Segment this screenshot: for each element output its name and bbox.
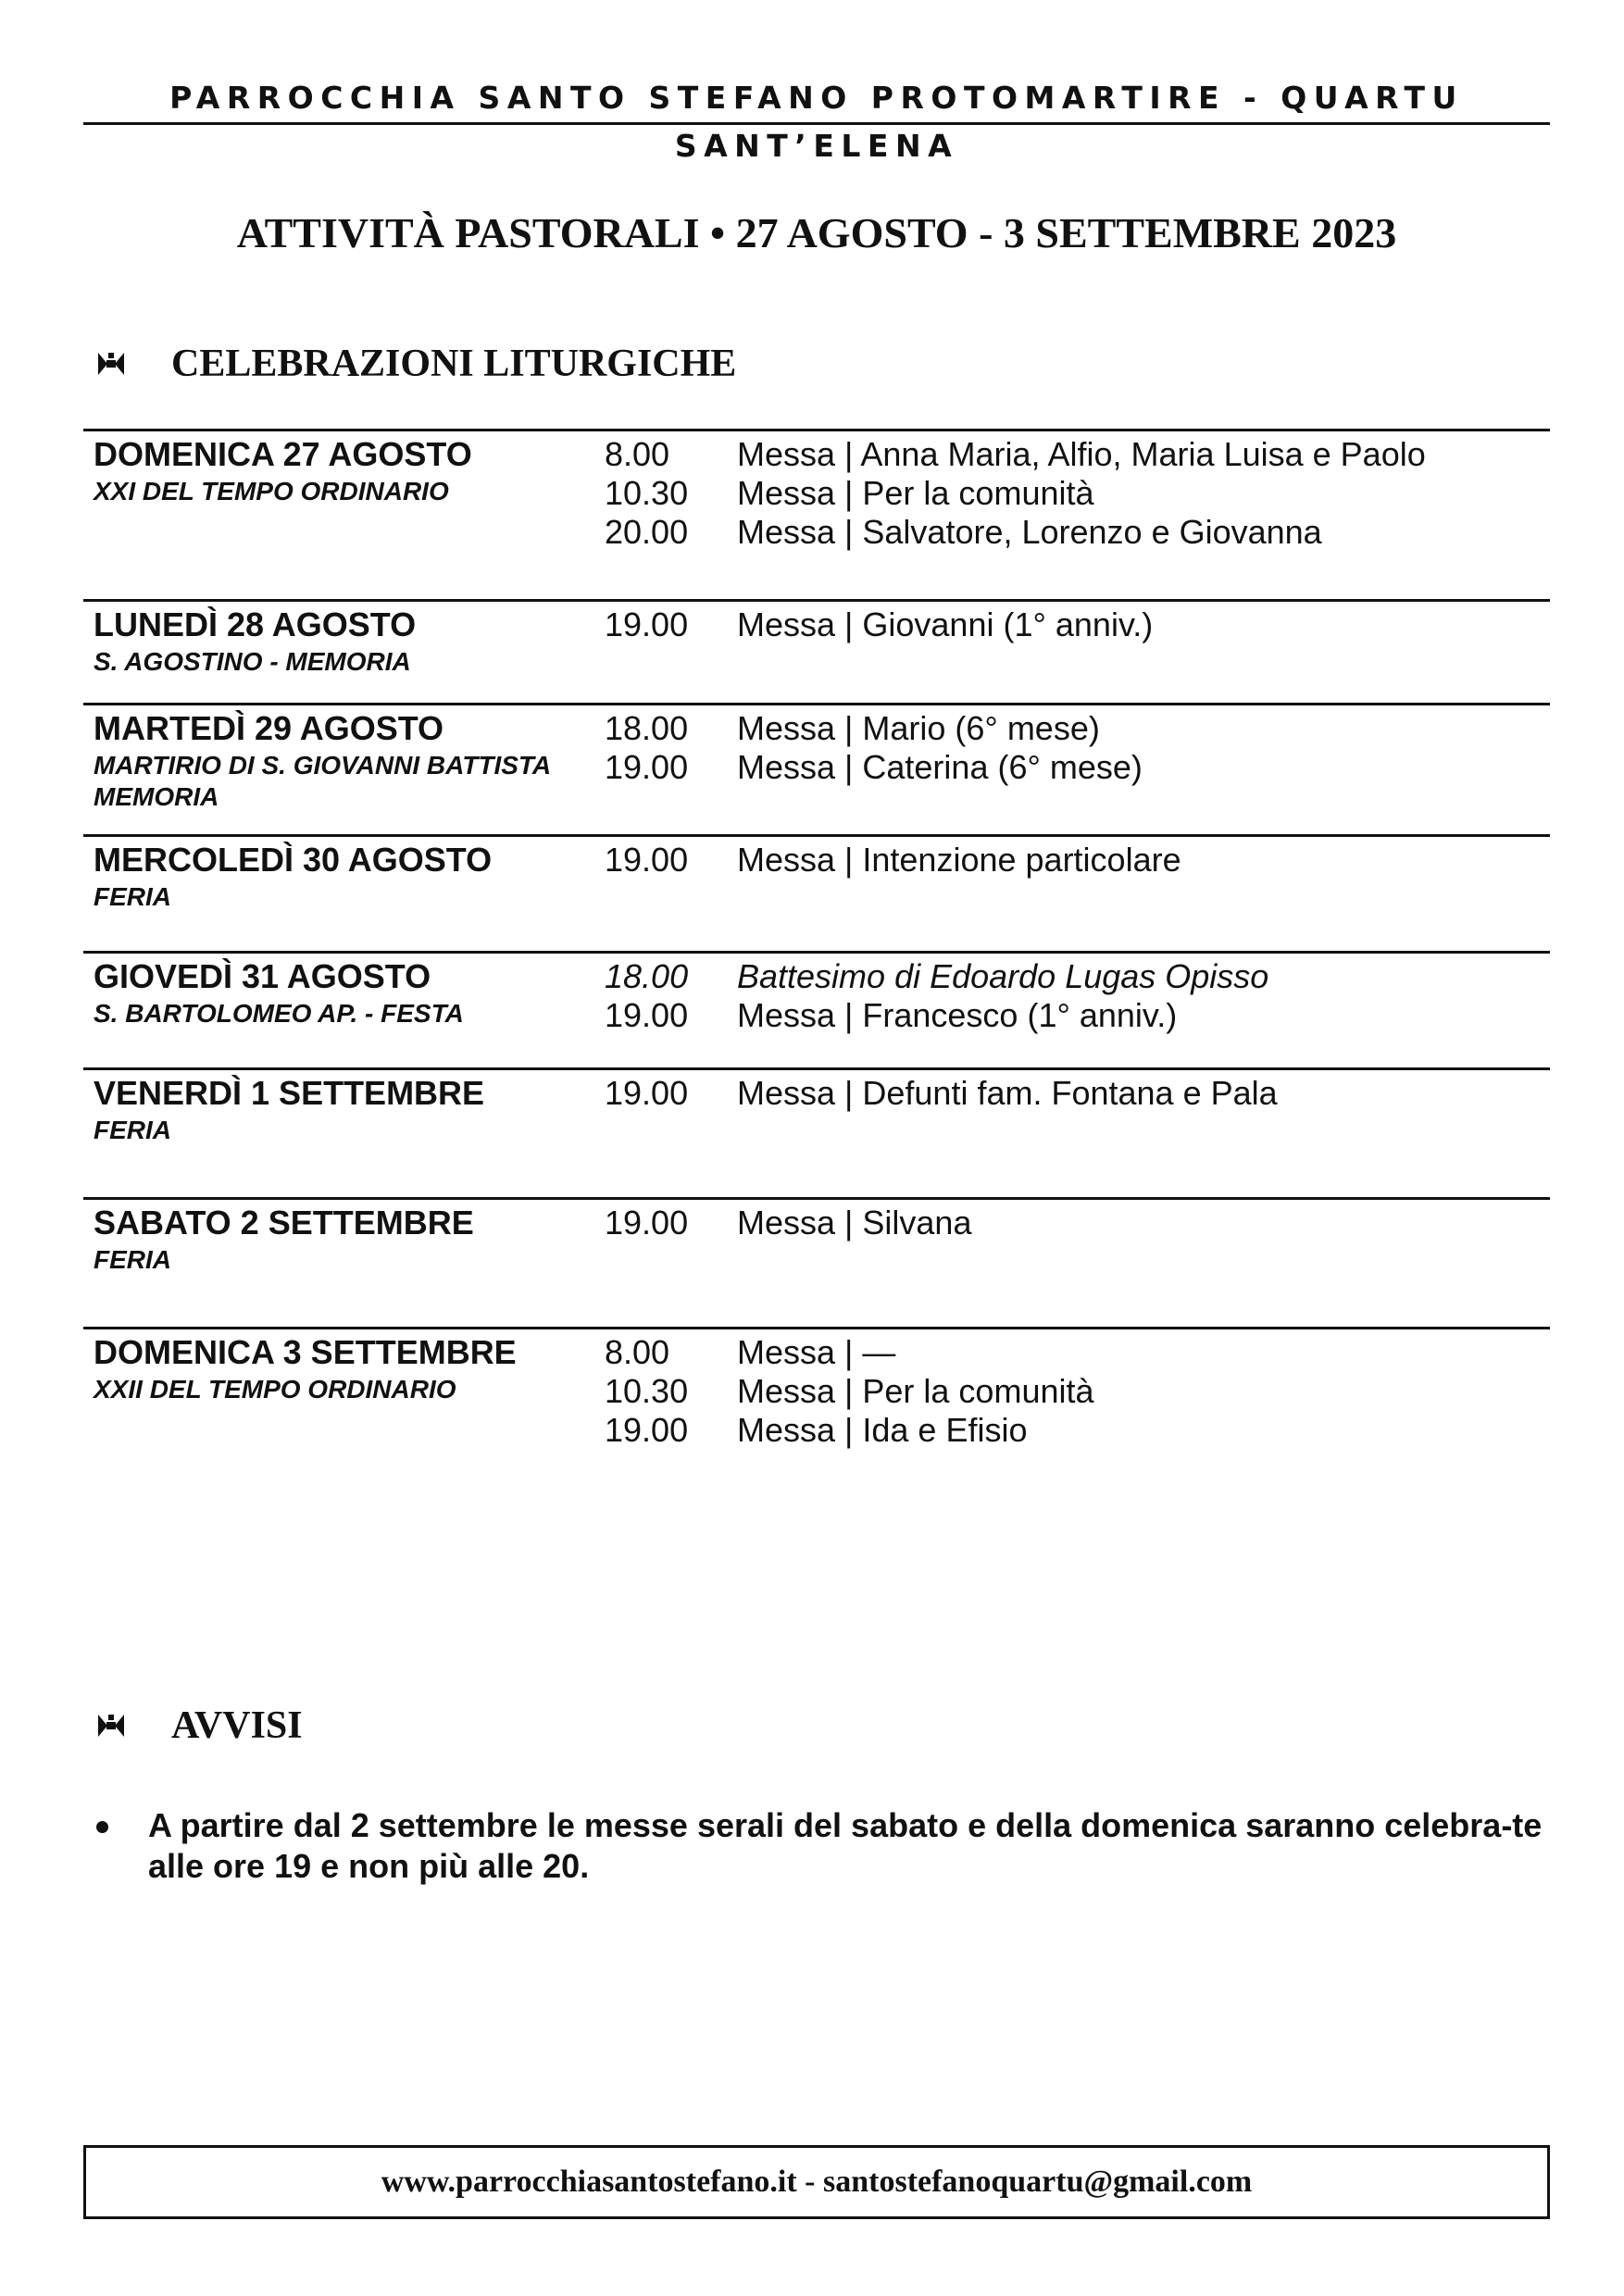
event-description: Messa | Salvatore, Lorenzo e Giovanna [737, 513, 1322, 551]
day-events [605, 435, 1550, 552]
footer-contacts: www.parrocchiasantostefano.it - santostefanoquartu@gmail.com [83, 2145, 1550, 2219]
day-events [605, 1074, 1550, 1113]
event-line [605, 748, 1550, 787]
schedule-day-row [83, 834, 1550, 951]
event-description: Messa | Giovanni (1° anniv.) [737, 605, 1154, 643]
day-name: MERCOLEDÌ 30 AGOSTO [94, 841, 493, 879]
event-line [605, 1204, 1550, 1242]
day-name: GIOVEDÌ 31 AGOSTO [94, 957, 431, 995]
event-line [605, 709, 1550, 748]
event-description: Messa | — [737, 1333, 896, 1371]
schedule-day-row [83, 599, 1550, 703]
schedule-day-row [83, 1327, 1550, 1456]
day-name: DOMENICA 27 AGOSTO [94, 435, 472, 473]
liturgical-day-subtitle: XXI DEL TEMPO ORDINARIO [94, 477, 449, 505]
bullet-dot-icon [93, 1805, 148, 1833]
schedule-day-row [83, 1067, 1550, 1197]
day-name: MARTEDÌ 29 AGOSTO [94, 709, 444, 747]
liturgical-day-subtitle: S. AGOSTINO - MEMORIA [94, 647, 411, 676]
event-line [605, 1074, 1550, 1113]
liturgical-day-subtitle: FERIA [94, 882, 171, 911]
page-title: ATTIVITÀ PASTORALI • 27 AGOSTO - 3 SETTEMBRE 2023 [236, 209, 1397, 256]
schedule-day-row [83, 1197, 1550, 1327]
event-description: Messa | Anna Maria, Alfio, Maria Luisa e Paolo [737, 435, 1426, 473]
bowtie-bullet-icon [93, 338, 130, 390]
celebrations-schedule [83, 429, 1550, 1456]
day-name: DOMENICA 3 SETTEMBRE [94, 1333, 517, 1371]
event-time: 19.00 [605, 1411, 689, 1449]
day-events [605, 1333, 1550, 1450]
event-line [605, 513, 1550, 552]
liturgical-day-subtitle: XXII DEL TEMPO ORDINARIO [94, 1375, 456, 1404]
event-time: 10.30 [605, 1372, 689, 1410]
notices-section-heading [93, 1700, 1018, 1752]
event-time: 20.00 [605, 513, 689, 551]
day-events [605, 957, 1550, 1035]
event-line [605, 605, 1550, 644]
event-time: 19.00 [605, 748, 689, 786]
event-time: 8.00 [605, 1333, 670, 1371]
day-events [605, 1204, 1550, 1242]
event-line [605, 1411, 1550, 1450]
liturgical-day-subtitle: S. BARTOLOMEO AP. - FESTA [94, 999, 464, 1028]
liturgical-day-subtitle: FERIA [94, 1245, 171, 1274]
event-description: Messa | Per la comunità [737, 474, 1094, 512]
event-description: Messa | Intenzione particolare [737, 841, 1181, 879]
notices-section-title: AVVISI [171, 1704, 303, 1747]
event-time: 19.00 [605, 1074, 689, 1112]
header-rule [83, 122, 1550, 125]
event-line [605, 435, 1550, 474]
event-description: Messa | Ida e Efisio [737, 1411, 1028, 1449]
event-line [605, 1333, 1550, 1372]
day-name: LUNEDÌ 28 AGOSTO [94, 605, 417, 643]
event-line [605, 474, 1550, 513]
event-line [605, 841, 1550, 880]
event-line [605, 996, 1550, 1035]
schedule-day-row [83, 429, 1550, 599]
parish-header: PARROCCHIA SANTO STEFANO PROTOMARTIRE - QUARTU SANT’ELENA [169, 80, 1464, 164]
event-description: Messa | Francesco (1° anniv.) [737, 996, 1178, 1034]
day-events [605, 841, 1550, 880]
event-time: 19.00 [605, 841, 689, 879]
event-time: 19.00 [605, 1204, 689, 1242]
bowtie-bullet-icon [93, 1700, 130, 1752]
event-line [605, 957, 1550, 996]
day-name: VENERDÌ 1 SETTEMBRE [94, 1074, 485, 1112]
event-time: 19.00 [605, 605, 689, 643]
schedule-day-row [83, 703, 1550, 834]
event-description: Messa | Caterina (6° mese) [737, 748, 1143, 786]
schedule-day-row [83, 951, 1550, 1067]
event-time: 19.00 [605, 996, 689, 1034]
event-line [605, 1372, 1550, 1411]
liturgy-section-title: CELEBRAZIONI LITURGICHE [171, 343, 737, 385]
day-events [605, 709, 1550, 787]
liturgical-day-subtitle: FERIA [94, 1116, 171, 1144]
day-name: SABATO 2 SETTEMBRE [94, 1204, 474, 1242]
event-time: 18.00 [605, 957, 689, 995]
event-description: Battesimo di Edoardo Lugas Opisso [737, 957, 1269, 995]
event-description: Messa | Mario (6° mese) [737, 709, 1100, 747]
event-time: 10.30 [605, 474, 689, 512]
event-time: 18.00 [605, 709, 689, 747]
event-description: Messa | Silvana [737, 1204, 972, 1242]
event-description: Messa | Per la comunità [737, 1372, 1094, 1410]
liturgy-section-heading [93, 338, 1018, 390]
day-events [605, 605, 1550, 644]
liturgical-day-subtitle: MARTIRIO DI S. GIOVANNI BATTISTA MEMORIA [94, 751, 551, 811]
notice-text: A partire dal 2 settembre le messe serali del sabato e della domenica saranno celebra-te alle ore 19 e non più alle 20. [148, 1806, 1543, 1885]
event-time: 8.00 [605, 435, 670, 473]
event-description: Messa | Defunti fam. Fontana e Pala [737, 1074, 1278, 1112]
